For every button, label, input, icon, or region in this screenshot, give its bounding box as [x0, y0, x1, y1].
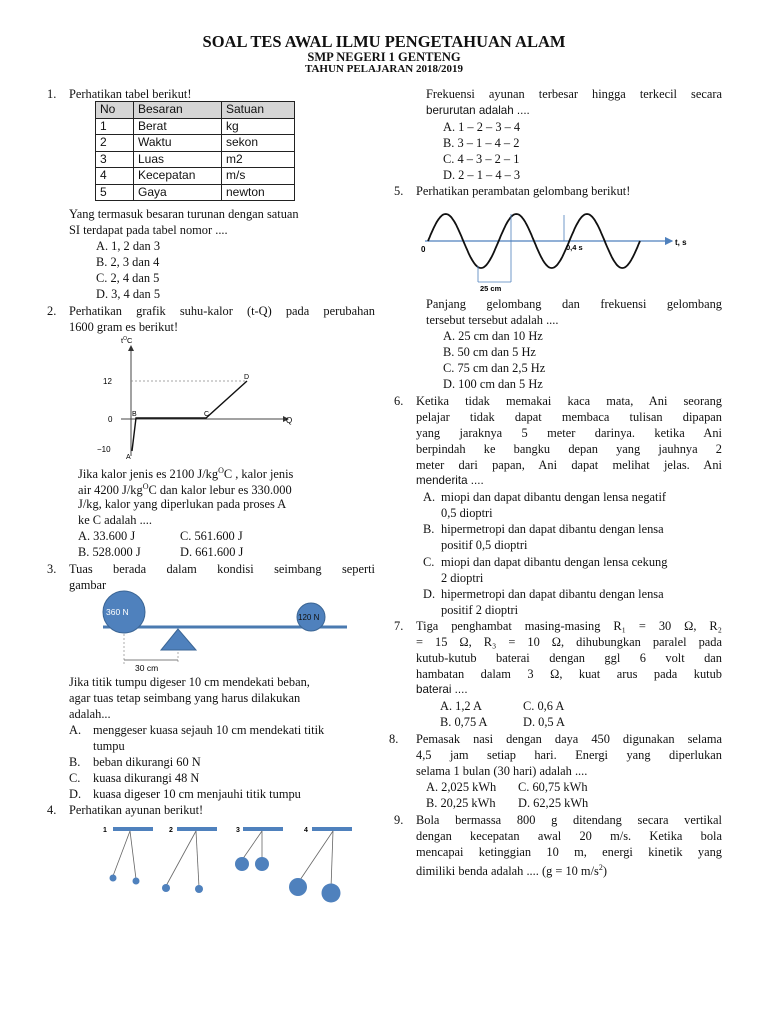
- q4-question-line: Frekuensi ayunan terbesar hingga terkecil secara: [426, 87, 722, 101]
- q2-y-axis-label: $t^OC$: [121, 336, 133, 345]
- q5-option-b[interactable]: B. 50 cm dan 5 Hz: [443, 345, 536, 359]
- q3-option-c[interactable]: kuasa dikurangi 48 N: [93, 771, 200, 785]
- table-cell: Berat: [134, 118, 222, 135]
- q2-y-tick-label: 0: [108, 415, 113, 424]
- q2-x-axis-label: Q: [286, 416, 293, 425]
- table-cell: 5: [96, 184, 134, 201]
- q7-stem-line: hambatan dalam 3 Ω, kuat arus pada kutub: [416, 667, 722, 681]
- table-cell: 1: [96, 118, 134, 135]
- q1-option-b[interactable]: B. 2, 3 dan 4: [96, 255, 160, 269]
- q2-y-tick-label: −10: [97, 445, 111, 454]
- q2-option-c[interactable]: C. 561.600 J: [180, 529, 243, 543]
- q3-paragraph-line: agar tuas tetap seimbang yang harus dilakukan: [69, 691, 301, 705]
- table-cell: m2: [222, 151, 295, 168]
- q1-question-line: Yang termasuk besaran turunan dengan satuan: [69, 207, 299, 221]
- q5-option-a[interactable]: A. 25 cm dan 10 Hz: [443, 329, 543, 343]
- q3-paragraph-line: Jika titik tumpu digeser 10 cm mendekati beban,: [69, 675, 310, 689]
- q7-stem-line: baterai ....: [416, 683, 468, 696]
- table-cell: newton: [222, 184, 295, 201]
- table-header: Satuan: [222, 102, 295, 119]
- q9-stem-line: dimiliki benda adalah .... (g = 10 $m/s^2$): [416, 863, 607, 879]
- q8-number: 8.: [389, 732, 399, 746]
- q6-stem-line: Ketika tidak memakai kaca mata, Ani seorang: [416, 394, 722, 408]
- q5-paragraph-line: tersebut tersebut adalah ....: [426, 313, 559, 327]
- q3-number: 3.: [47, 562, 57, 576]
- table-cell: sekon: [222, 135, 295, 152]
- q6-option-c[interactable]: miopi dan dapat dibantu dengan lensa cekung: [441, 555, 668, 569]
- q3-option-b-letter[interactable]: B.: [69, 755, 81, 769]
- q2-stem-line: Perhatikan grafik suhu-kalor (t-Q) pada perubahan: [69, 304, 375, 318]
- q8-option-c[interactable]: C. 60,75 kWh: [518, 780, 588, 794]
- q3-paragraph-line: adalah...: [69, 707, 111, 721]
- q5-number: 5.: [394, 184, 404, 198]
- q4-option-a[interactable]: A. 1 – 2 – 3 – 4: [443, 120, 521, 134]
- q1-option-c[interactable]: C. 2, 4 dan 5: [96, 271, 160, 285]
- q8-stem-line: 4,5 jam setiap hari. Energi yang diperlukan: [416, 748, 722, 762]
- q9-stem-line: Bola bermassa 800 g ditendang secara vertikal: [416, 813, 722, 827]
- table-cell: Waktu: [134, 135, 222, 152]
- table-cell: m/s: [222, 168, 295, 185]
- q3-option-d[interactable]: kuasa digeser 10 cm menjauhi titik tumpu: [93, 787, 301, 801]
- q2-option-b[interactable]: B. 528.000 J: [78, 545, 141, 559]
- q7-stem-line: Tiga penghambat masing-masing R₁ = 30 Ω, R₂: [416, 619, 722, 633]
- q7-option-a[interactable]: A. 1,2 A: [440, 699, 482, 713]
- table-cell: 2: [96, 135, 134, 152]
- q8-option-d[interactable]: D. 62,25 kWh: [518, 796, 589, 810]
- q2-paragraph-line: air 4200 $J/kg^OC$ dan kalor lebur es 330.000: [78, 482, 292, 498]
- q6-option-b-letter[interactable]: B.: [423, 522, 435, 536]
- q5-origin-label: 0: [421, 245, 426, 254]
- q6-option-b[interactable]: hipermetropi dan dapat dibantu dengan lensa: [441, 522, 664, 536]
- q2-point-label: D: [244, 374, 250, 381]
- q6-option-c-letter[interactable]: C.: [423, 555, 435, 569]
- q2-stem-line: 1600 gram es berikut!: [69, 320, 179, 334]
- q6-option-a-cont[interactable]: 0,5 dioptri: [441, 506, 493, 520]
- q3-right-load-label: 120 N: [298, 613, 320, 622]
- q2-option-a[interactable]: A. 33.600 J: [78, 529, 136, 543]
- table-header: Besaran: [134, 102, 222, 119]
- q4-number: 4.: [47, 803, 57, 817]
- q2-paragraph-line: Jika kalor jenis es 2100 $J/kg^OC$ , kalor jenis: [78, 466, 294, 482]
- q6-stem-line: meter dari papan, Ani dapat melihat jelas. Ani: [416, 458, 722, 472]
- q9-number: 9.: [394, 813, 404, 827]
- q9-stem-line: dengan kecepatan awal 20 m/s. Ketika bola: [416, 829, 722, 843]
- q5-time-label: 0,4 s: [566, 243, 583, 252]
- q8-option-a[interactable]: A. 2,025 kWh: [426, 780, 497, 794]
- q5-option-c[interactable]: C. 75 cm dan 2,5 Hz: [443, 361, 546, 375]
- q2-point-label: A: [126, 454, 131, 461]
- q4-pendulum-label: 4: [304, 827, 308, 834]
- q6-option-b-cont[interactable]: positif 0,5 dioptri: [441, 538, 528, 552]
- table-cell: 4: [96, 168, 134, 185]
- table-cell: Luas: [134, 151, 222, 168]
- q3-stem-line: Tuas berada dalam kondisi seimbang seperti: [69, 562, 375, 576]
- school-year: TAHUN PELAJARAN 2018/2019: [304, 63, 464, 75]
- q4-stem: Perhatikan ayunan berikut!: [69, 803, 204, 817]
- q2-paragraph-line: J/kg, kalor yang diperlukan pada proses A: [78, 497, 287, 511]
- q8-stem-line: Pemasak nasi dengan daya 450 digunakan selama: [416, 732, 722, 746]
- q3-option-a-letter[interactable]: A.: [69, 723, 82, 737]
- q3-left-load-label: 360 N: [106, 607, 129, 617]
- q2-point-label: B: [132, 411, 137, 418]
- q6-option-d[interactable]: hipermetropi dan dapat dibantu dengan lensa: [441, 587, 664, 601]
- q4-option-c[interactable]: C. 4 – 3 – 2 – 1: [443, 152, 520, 166]
- q6-stem-line: pelajar tidak dapat membaca tulisan dipapan: [416, 410, 722, 424]
- q6-option-c-cont[interactable]: 2 dioptri: [441, 571, 484, 585]
- q4-option-d[interactable]: D. 2 – 1 – 4 – 3: [443, 168, 521, 182]
- q8-stem-line: selama 1 bulan (30 hari) adalah ....: [416, 764, 588, 778]
- q5-length-label: 25 cm: [480, 284, 502, 293]
- q1-number: 1.: [47, 87, 57, 101]
- table-cell: kg: [222, 118, 295, 135]
- q1-stem: Perhatikan tabel berikut!: [69, 87, 192, 101]
- table-cell: Kecepatan: [134, 168, 222, 185]
- q5-option-d[interactable]: D. 100 cm dan 5 Hz: [443, 377, 543, 391]
- q1-option-a[interactable]: A. 1, 2 dan 3: [96, 239, 161, 253]
- q1-option-d[interactable]: D. 3, 4 dan 5: [96, 287, 161, 301]
- q6-stem-line: yang jaraknya 5 meter darinya. ketika Ani: [416, 426, 722, 440]
- q3-distance-label: 30 cm: [135, 663, 159, 673]
- q4-pendulum-label: 1: [103, 827, 107, 834]
- q6-option-a[interactable]: miopi dan dapat dibantu dengan lensa negatif: [441, 490, 667, 504]
- q2-y-tick-label: 12: [103, 377, 112, 386]
- school-name: SMP NEGERI 1 GENTENG: [307, 50, 461, 64]
- q6-number: 6.: [394, 394, 404, 408]
- q6-option-d-letter[interactable]: D.: [423, 587, 436, 601]
- page-title: SOAL TES AWAL ILMU PENGETAHUAN ALAM: [202, 32, 566, 51]
- q6-option-d-cont[interactable]: positif 2 dioptri: [441, 603, 519, 617]
- q3-option-d-letter[interactable]: D.: [69, 787, 82, 801]
- q2-number: 2.: [47, 304, 57, 318]
- q7-stem-line: kutub-kutub baterai dengan ggl 6 volt dan: [416, 651, 722, 665]
- q7-stem-line: = 15 Ω, R₃ = 10 Ω, dihubungkan paralel pada: [416, 635, 722, 649]
- q4-option-b[interactable]: B. 3 – 1 – 4 – 2: [443, 136, 520, 150]
- q5-stem: Perhatikan perambatan gelombang berikut!: [416, 184, 631, 198]
- q4-question-line: berurutan adalah ....: [426, 104, 530, 117]
- q8-option-b[interactable]: B. 20,25 kWh: [426, 796, 496, 810]
- q7-option-b[interactable]: B. 0,75 A: [440, 715, 488, 729]
- table-cell: Gaya: [134, 184, 222, 201]
- q7-number: 7.: [394, 619, 404, 633]
- q7-option-d[interactable]: D. 0,5 A: [523, 715, 565, 729]
- q3-option-b[interactable]: beban dikurangi 60 N: [93, 755, 201, 769]
- q3-option-a-cont[interactable]: tumpu: [93, 739, 125, 753]
- q3-option-a[interactable]: menggeser kuasa sejauh 10 cm mendekati titik: [93, 723, 325, 737]
- q3-stem-line: gambar: [69, 578, 107, 592]
- q5-axis-label: t, s: [675, 238, 687, 247]
- q4-pendulum-label: 3: [236, 827, 240, 834]
- q5-paragraph-line: Panjang gelombang dan frekuensi gelombang: [426, 297, 722, 311]
- q2-point-label: C: [204, 411, 210, 418]
- q4-pendulum-label: 2: [169, 827, 173, 834]
- q1-question-line: SI terdapat pada tabel nomor ....: [69, 223, 228, 237]
- q7-option-c[interactable]: C. 0,6 A: [523, 699, 565, 713]
- q6-option-a-letter[interactable]: A.: [423, 490, 436, 504]
- table-header: No: [96, 102, 134, 119]
- q2-paragraph-line: ke C adalah ....: [78, 513, 152, 527]
- q6-stem-line: berpindah ke bangku depan yang jauhnya 2: [416, 442, 722, 456]
- table-cell: 3: [96, 151, 134, 168]
- q2-option-d[interactable]: D. 661.600 J: [180, 545, 244, 559]
- q6-stem-line: menderita ....: [416, 474, 484, 487]
- q9-stem-line: mencapai ketinggian 10 m, energi kinetik yang: [416, 845, 722, 859]
- q3-option-c-letter[interactable]: C.: [69, 771, 81, 785]
